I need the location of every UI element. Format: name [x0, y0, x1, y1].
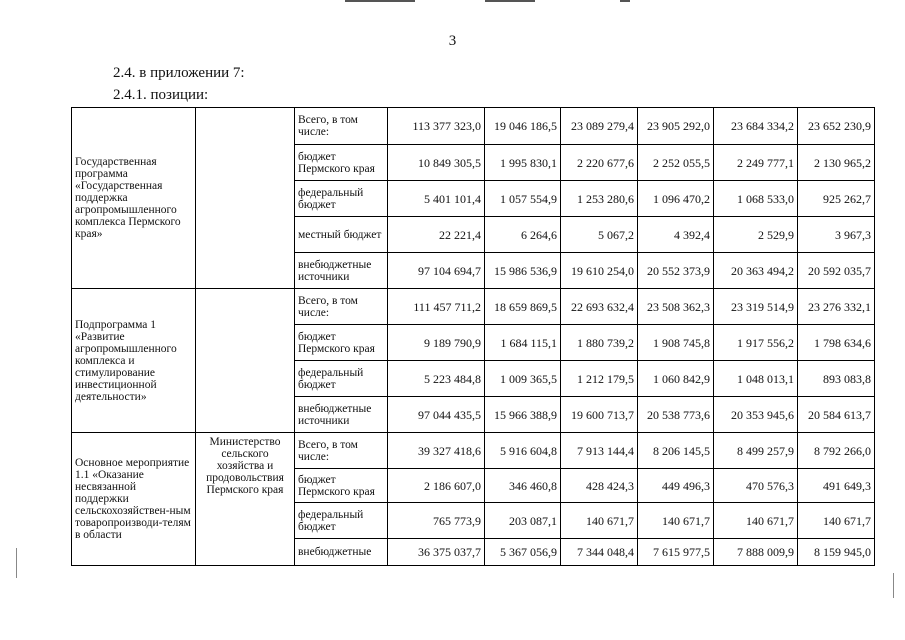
value-cell: 23 319 514,9: [714, 289, 798, 325]
value-cell: 1 684 115,1: [485, 325, 561, 361]
value-cell: 140 671,7: [798, 503, 875, 539]
funding-source-cell: Всего, в том числе:: [295, 289, 388, 325]
value-cell: 7 344 048,4: [561, 539, 638, 566]
value-cell: 19 600 713,7: [561, 397, 638, 433]
value-cell: 8 206 145,5: [638, 433, 714, 469]
value-cell: 7 913 144,4: [561, 433, 638, 469]
value-cell: 449 496,3: [638, 469, 714, 503]
table-row: [72, 433, 875, 469]
value-cell: 5 367 056,9: [485, 539, 561, 566]
value-cell: 20 353 945,6: [714, 397, 798, 433]
program-name-cell: Подпрограмма 1 «Развитие агропромышленного комплекса и стимулирование инвестиционной деятельности»: [72, 289, 196, 433]
value-cell: 2 529,9: [714, 217, 798, 253]
value-cell: 2 186 607,0: [388, 469, 485, 503]
value-cell: 36 375 037,7: [388, 539, 485, 566]
value-cell: 1 253 280,6: [561, 181, 638, 217]
value-cell: 140 671,7: [714, 503, 798, 539]
funding-source-cell: федеральный бюджет: [295, 503, 388, 539]
value-cell: 140 671,7: [561, 503, 638, 539]
value-cell: 97 104 694,7: [388, 253, 485, 289]
value-cell: 1 908 745,8: [638, 325, 714, 361]
funding-source-cell: бюджет Пермского края: [295, 469, 388, 503]
page-top-rule: [620, 0, 630, 2]
value-cell: 10 849 305,5: [388, 145, 485, 181]
value-cell: 140 671,7: [638, 503, 714, 539]
page-top-rule: [345, 0, 415, 2]
value-cell: 23 905 292,0: [638, 108, 714, 145]
value-cell: 8 499 257,9: [714, 433, 798, 469]
value-cell: 23 684 334,2: [714, 108, 798, 145]
value-cell: 23 276 332,1: [798, 289, 875, 325]
funding-source-cell: Всего, в том числе:: [295, 433, 388, 469]
value-cell: 2 249 777,1: [714, 145, 798, 181]
value-cell: 22 693 632,4: [561, 289, 638, 325]
value-cell: 6 264,6: [485, 217, 561, 253]
value-cell: 5 401 101,4: [388, 181, 485, 217]
responsible-org-cell: [196, 108, 295, 289]
page-number: 3: [448, 33, 457, 49]
value-cell: 113 377 323,0: [388, 108, 485, 145]
value-cell: 893 083,8: [798, 361, 875, 397]
funding-source-cell: бюджет Пермского края: [295, 325, 388, 361]
value-cell: 1 212 179,5: [561, 361, 638, 397]
funding-source-cell: внебюджетные: [295, 539, 388, 566]
value-cell: 2 252 055,5: [638, 145, 714, 181]
value-cell: 3 967,3: [798, 217, 875, 253]
value-cell: 1 060 842,9: [638, 361, 714, 397]
value-cell: 5 223 484,8: [388, 361, 485, 397]
scan-edge-mark: [16, 548, 17, 578]
value-cell: 8 159 945,0: [798, 539, 875, 566]
value-cell: 4 392,4: [638, 217, 714, 253]
value-cell: 203 087,1: [485, 503, 561, 539]
value-cell: 1 009 365,5: [485, 361, 561, 397]
value-cell: 5 916 604,8: [485, 433, 561, 469]
value-cell: 2 220 677,6: [561, 145, 638, 181]
value-cell: 15 966 388,9: [485, 397, 561, 433]
value-cell: 20 363 494,2: [714, 253, 798, 289]
budget-table: [71, 107, 875, 566]
value-cell: 1 798 634,6: [798, 325, 875, 361]
funding-source-cell: бюджет Пермского края: [295, 145, 388, 181]
funding-source-cell: местный бюджет: [295, 217, 388, 253]
value-cell: 1 096 470,2: [638, 181, 714, 217]
value-cell: 19 610 254,0: [561, 253, 638, 289]
value-cell: 23 508 362,3: [638, 289, 714, 325]
value-cell: 20 552 373,9: [638, 253, 714, 289]
value-cell: 1 068 533,0: [714, 181, 798, 217]
value-cell: 1 917 556,2: [714, 325, 798, 361]
table-row: [72, 108, 875, 145]
value-cell: 2 130 965,2: [798, 145, 875, 181]
value-cell: 8 792 266,0: [798, 433, 875, 469]
funding-source-cell: внебюджетные источники: [295, 253, 388, 289]
program-name-cell: Государственная программа «Государственная поддержка агропромышленного комплекса Пермского края»: [72, 108, 196, 289]
value-cell: 1 995 830,1: [485, 145, 561, 181]
responsible-org-cell: [196, 289, 295, 433]
value-cell: 9 189 790,9: [388, 325, 485, 361]
value-cell: 925 262,7: [798, 181, 875, 217]
section-heading: 2.4. в приложении 7:: [113, 65, 245, 81]
value-cell: 22 221,4: [388, 217, 485, 253]
value-cell: 97 044 435,5: [388, 397, 485, 433]
value-cell: 15 986 536,9: [485, 253, 561, 289]
table-row: [72, 289, 875, 325]
program-name-cell: Основное мероприятие 1.1 «Оказание несвязанной поддержки сельскохозяйствен-ным товаропроизводи-телям в области: [72, 433, 196, 566]
page-top-rule: [485, 0, 535, 2]
funding-source-cell: Всего, в том числе:: [295, 108, 388, 145]
value-cell: 7 888 009,9: [714, 539, 798, 566]
value-cell: 346 460,8: [485, 469, 561, 503]
value-cell: 1 057 554,9: [485, 181, 561, 217]
responsible-org-cell: Министерство сельского хозяйства и продовольствия Пермского края: [196, 433, 295, 566]
value-cell: 23 089 279,4: [561, 108, 638, 145]
funding-source-cell: внебюджетные источники: [295, 397, 388, 433]
value-cell: 19 046 186,5: [485, 108, 561, 145]
subsection-heading: 2.4.1. позиции:: [113, 87, 209, 103]
value-cell: 1 048 013,1: [714, 361, 798, 397]
value-cell: 428 424,3: [561, 469, 638, 503]
value-cell: 765 773,9: [388, 503, 485, 539]
value-cell: 111 457 711,2: [388, 289, 485, 325]
value-cell: 20 538 773,6: [638, 397, 714, 433]
value-cell: 7 615 977,5: [638, 539, 714, 566]
value-cell: 5 067,2: [561, 217, 638, 253]
funding-source-cell: федеральный бюджет: [295, 361, 388, 397]
funding-source-cell: федеральный бюджет: [295, 181, 388, 217]
value-cell: 20 592 035,7: [798, 253, 875, 289]
value-cell: 491 649,3: [798, 469, 875, 503]
value-cell: 18 659 869,5: [485, 289, 561, 325]
value-cell: 39 327 418,6: [388, 433, 485, 469]
scan-edge-mark: [893, 573, 894, 598]
value-cell: 470 576,3: [714, 469, 798, 503]
value-cell: 20 584 613,7: [798, 397, 875, 433]
value-cell: 1 880 739,2: [561, 325, 638, 361]
value-cell: 23 652 230,9: [798, 108, 875, 145]
